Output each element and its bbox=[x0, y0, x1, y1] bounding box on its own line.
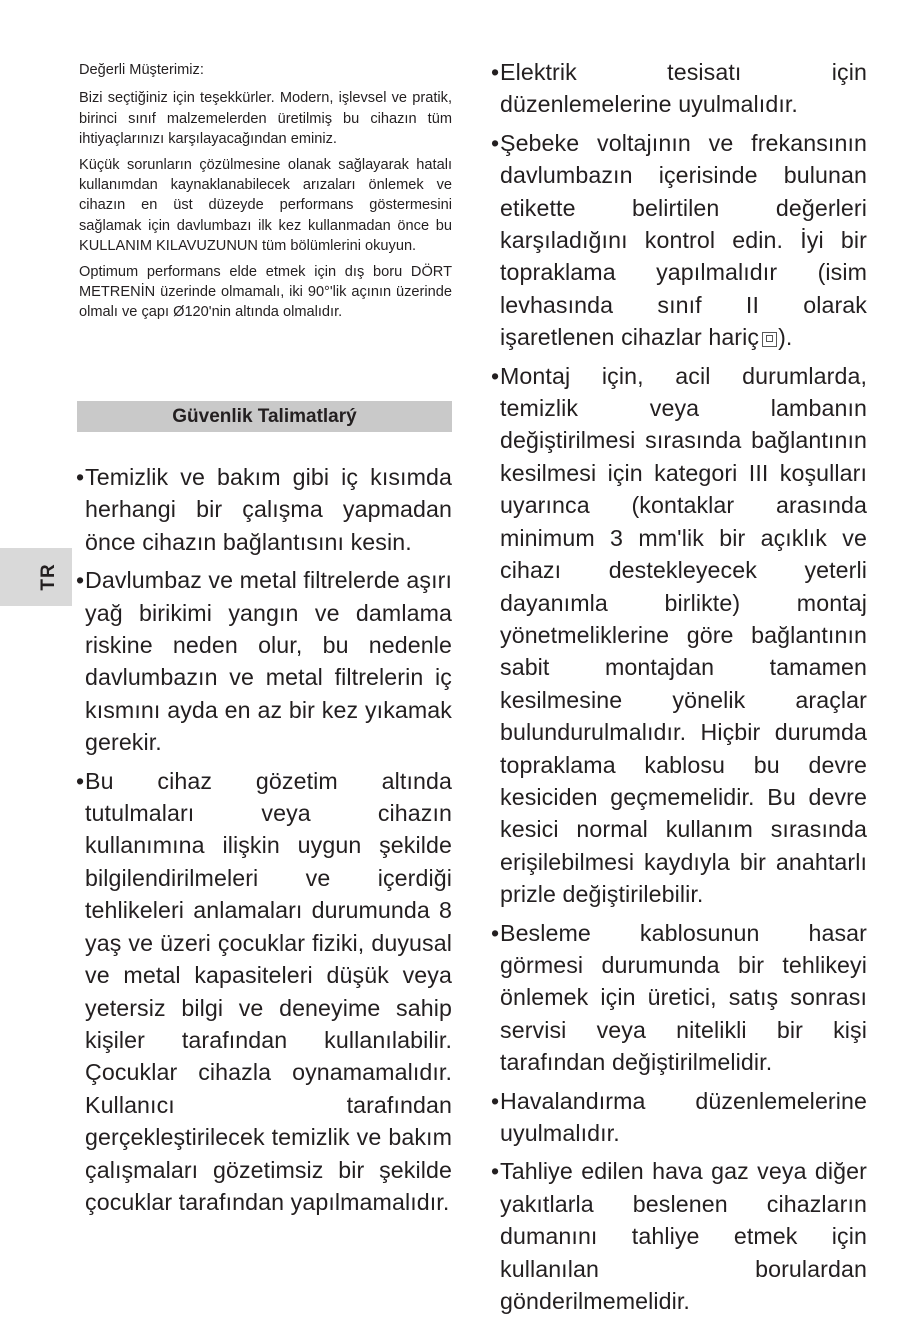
list-item-text: Bu cihaz gözetim altında tutulmaları veya cihazın kullanımına ilişkin uygun şekilde bilgilendirilmeleri ve içerdiği tehlikeleri anlamaları durumunda 8 yaş ve üzeri çocuklar fiziki, duyusal ve metal kapasiteleri düşük veya yetersiz bilgi ve deneyime sahip kişiler tarafından kullanılabilir. Çocuklar cihazla oynamamalıdır. Kullanıcı tarafından gerçekleştirilecek temizlik ve bakım çalışmaları gözetimsiz bir şekilde çocuklar tarafından yapılmamalıdır. bbox=[85, 767, 452, 1215]
bullet-icon: • bbox=[491, 919, 500, 946]
bullet-icon: • bbox=[491, 59, 500, 85]
section-title: Güvenlik Talimatlarý bbox=[172, 406, 357, 427]
intro-text bbox=[79, 60, 452, 328]
list-item bbox=[491, 1155, 867, 1317]
greeting: Değerli Müşterimiz: bbox=[79, 62, 204, 78]
list-item bbox=[491, 56, 867, 121]
list-item-text: Elektrik tesisatı için düzenlemelerine uyulmalıdır. bbox=[500, 59, 867, 118]
list-item bbox=[491, 1085, 867, 1150]
language-label: TR bbox=[38, 563, 59, 591]
safety-list-right bbox=[491, 56, 867, 1323]
list-item-text: Montaj için, acil durumlarda, temizlik veya lambanın değiştirilmesi sırasında bağlantının kesilmesi için kategori III koşulları uyarınca (kontaklar arasında minimum 3 mm'lik bir açıklık ve cihazı destekleyecek yeterli dayanımla birlikte) montaj yönetmeliklerine göre bağlantının sabit montajdan tamamen kesilmesine yönelik araçlar bulundurulmalıdır. Hiçbir durumda topraklama kablosu bu devre kesiciden geçmemelidir. Bu devre kesici normal kullanım sırasında erişilebilmesi kaydıyla bir anahtarlı prizle değiştirilebilir. bbox=[500, 362, 867, 908]
intro-paragraph: Bizi seçtiğiniz için teşekkürler. Modern, işlevsel ve pratik, birinci sınıf malzemelerden üretilmiş bu cihazın tüm ihtiyaçlarınızı karşılayacağından eminiz. bbox=[79, 90, 452, 148]
section-heading bbox=[77, 401, 452, 432]
list-item-text: Şebeke voltajının ve frekansının davlumbazın içerisinde bulunan etikette belirtilen değerleri karşıladığını kontrol edin. İyi bir topraklama yapılmalıdır (isim levhasında sınıf II olarak işaretlenen cihazlar hariç bbox=[500, 129, 867, 351]
language-tab bbox=[0, 548, 72, 606]
list-item-text: Besleme kablosunun hasar görmesi durumunda bir tehlikeyi önlemek için üretici, satış sonrası servisi veya nitelikli bir kişi tarafından değiştirilmelidir. bbox=[500, 919, 867, 1076]
list-item-text: Temizlik ve bakım gibi iç kısımda herhangi bir çalışma yapmadan önce cihazın bağlantısını kesin. bbox=[85, 464, 452, 555]
list-item bbox=[76, 461, 452, 558]
bullet-icon: • bbox=[491, 1158, 500, 1185]
bullet-icon: • bbox=[76, 464, 85, 490]
list-item-text: Havalandırma düzenlemelerine uyulmalıdır. bbox=[500, 1087, 867, 1146]
bullet-icon: • bbox=[491, 362, 500, 389]
bullet-icon: • bbox=[76, 767, 85, 794]
class-ii-double-insulation-icon bbox=[762, 332, 777, 347]
safety-list-left bbox=[76, 461, 452, 1224]
list-item bbox=[491, 360, 867, 911]
bullet-icon: • bbox=[491, 129, 500, 156]
bullet-icon: • bbox=[76, 567, 85, 594]
list-item bbox=[76, 765, 452, 1219]
list-item-text-end: ). bbox=[778, 324, 793, 351]
list-item bbox=[491, 917, 867, 1079]
list-item bbox=[491, 127, 867, 354]
list-item bbox=[76, 564, 452, 758]
intro-paragraph: Küçük sorunların çözülmesine olanak sağlayarak hatalı kullanımdan kaynaklanabilecek arızaları önlemek ve cihazın en üst düzeyde performans göstermesini sağlamak için davlumbazı ilk kez kullanmadan önce bu KULLANIM KILAVUZUNUN tüm bölümlerini okuyun. bbox=[79, 156, 452, 255]
list-item-text: Tahliye edilen hava gaz veya diğer yakıtlarla beslenen cihazların dumanını tahliye etmek için kullanılan borulardan gönderilmemelidir. bbox=[500, 1158, 867, 1315]
bullet-icon: • bbox=[491, 1087, 500, 1114]
list-item-text: Davlumbaz ve metal filtrelerde aşırı yağ birikimi yangın ve damlama riskine neden olur, bu nedenle davlumbazın ve metal filtrelerin iç kısmını ayda en az bir kez yıkamak gerekir. bbox=[85, 567, 453, 756]
intro-paragraph: Optimum performans elde etmek için dış boru DÖRT METRENİN üzerinde olmamalı, iki 90°'lik açının üzerinde olmalı ve çapı Ø120'nin altında olmalıdır. bbox=[79, 263, 452, 321]
